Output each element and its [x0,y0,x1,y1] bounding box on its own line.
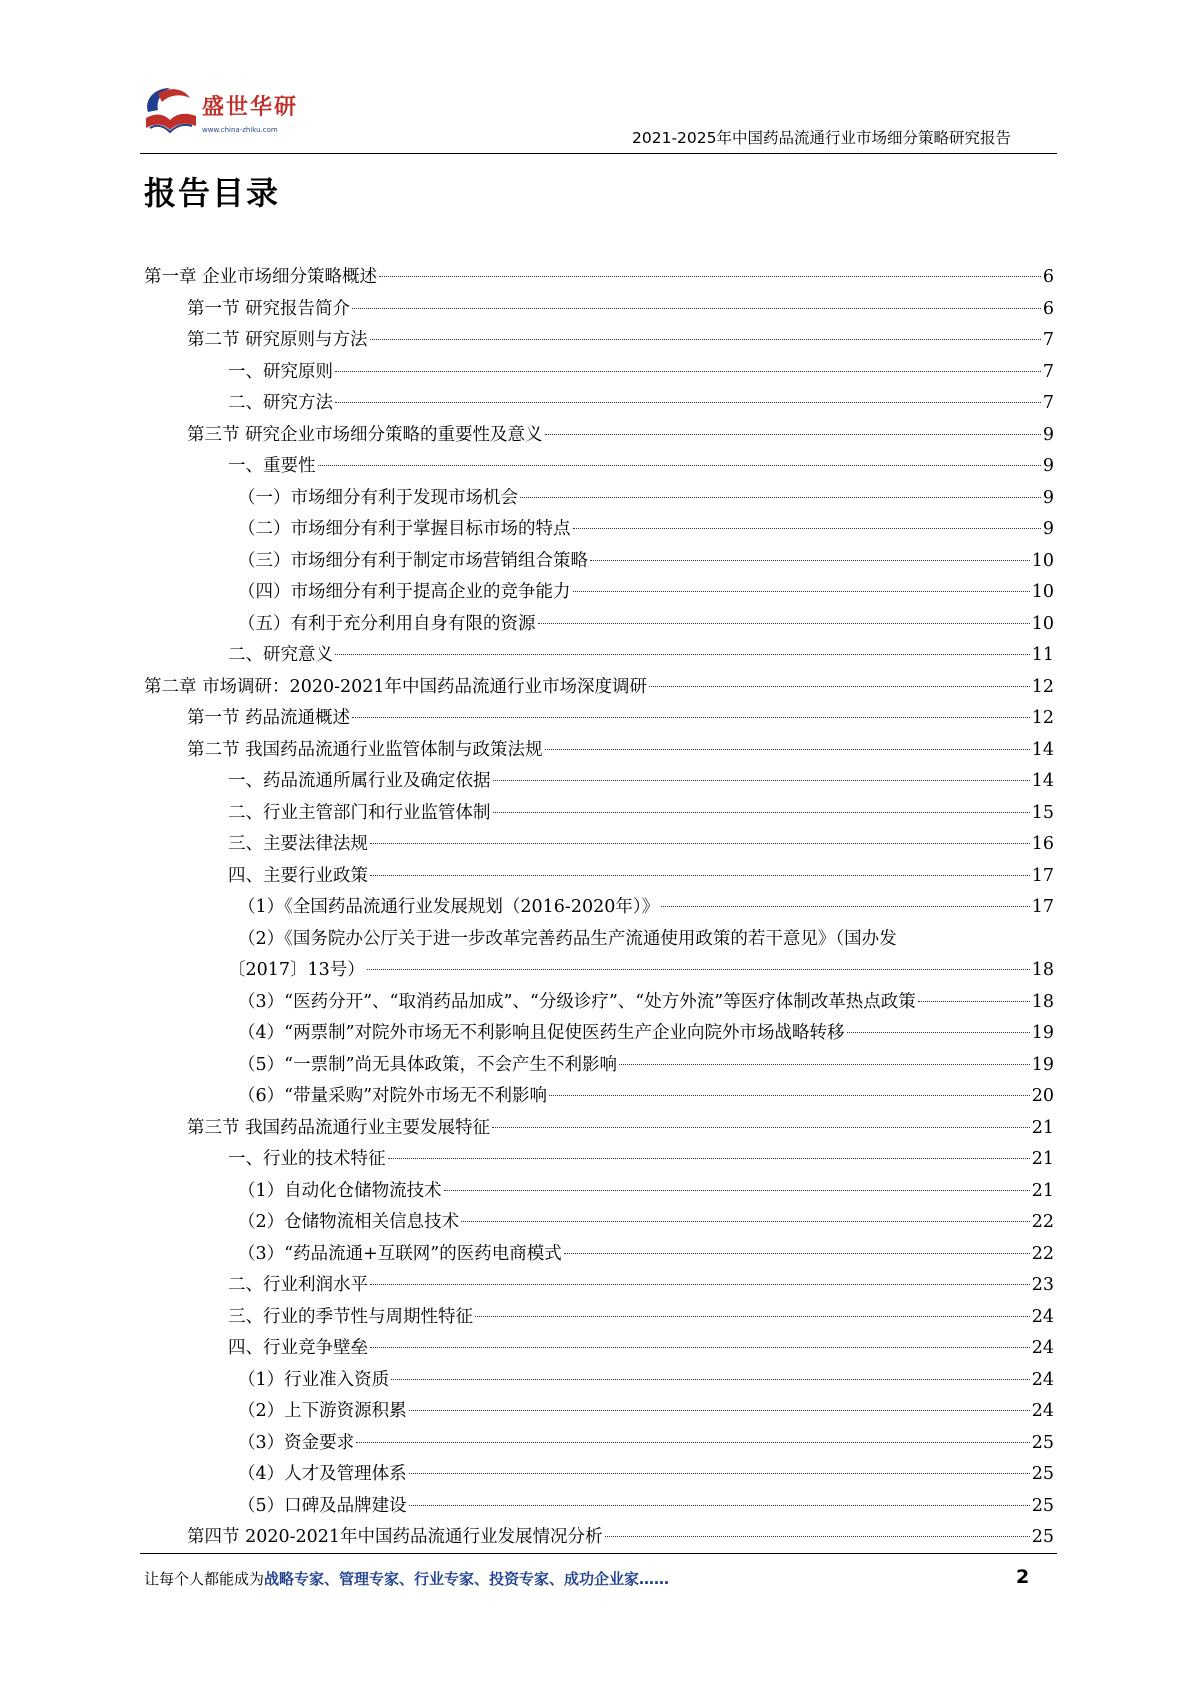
toc-page-number: 21 [1031,1180,1054,1201]
toc-page-number: 21 [1031,1149,1054,1169]
toc-page-number: 7 [1042,361,1054,382]
toc-page-number: 24 [1031,1306,1054,1327]
toc-leader-dots [391,1379,1030,1380]
toc-entry-text: 第二章 市场调研：2020-2021年中国药品流通行业市场深度调研 [144,676,648,697]
toc-entry[interactable] [144,987,1054,1019]
toc-leader-dots [493,812,1030,813]
toc-entry[interactable] [144,420,1054,452]
toc-page-number: 9 [1042,519,1054,539]
toc-entry[interactable] [144,892,1054,924]
toc-page-number: 25 [1031,1432,1054,1453]
toc-entry[interactable] [144,861,1054,893]
toc-leader-dots [370,1347,1030,1348]
toc-entry-text: 第三节 研究企业市场细分策略的重要性及意义 [187,424,543,445]
toc-leader-dots [564,1253,1030,1254]
toc-entry-text: （1）《全国药品流通行业发展规划（2016-2020年）》 [238,897,660,917]
header-divider [140,153,1057,154]
toc-leader-dots [649,686,1030,687]
company-logo [140,82,310,152]
toc-page-number: 18 [1031,991,1054,1012]
toc-page-number: 12 [1031,708,1054,728]
toc-page-number: 11 [1031,645,1054,665]
toc-leader-dots [388,1158,1030,1159]
page-title: 报告目录 [144,174,281,212]
toc-leader-dots [545,434,1041,435]
toc-page-number: 9 [1042,456,1054,476]
footer-slogan [144,1568,669,1589]
toc-leader-dots [318,465,1041,466]
toc-page-number: 7 [1042,393,1054,413]
toc-entry[interactable] [144,1459,1054,1491]
toc-entry[interactable] [144,1302,1054,1334]
toc-entry-text: （二）市场细分有利于掌握目标市场的特点 [238,519,571,539]
toc-leader-dots [335,654,1030,655]
toc-entry-text: （三）市场细分有利于制定市场营销组合策略 [238,550,588,571]
toc-page-number: 12 [1031,676,1054,697]
toc-leader-dots [461,1221,1030,1222]
toc-leader-dots [492,1127,1030,1128]
toc-entry[interactable] [144,1050,1054,1082]
toc-entry[interactable] [144,1396,1054,1428]
toc-entry[interactable] [144,1522,1054,1554]
toc-leader-dots [370,1284,1030,1285]
toc-entry[interactable] [144,1239,1054,1271]
footer-slogan-prefix: 让每个人都能成为 [144,1570,265,1588]
toc-leader-dots [409,1410,1030,1411]
toc-page-number: 6 [1042,267,1054,287]
toc-page-number: 24 [1031,1401,1054,1421]
toc-entry[interactable] [144,1270,1054,1302]
toc-entry-text: 第二节 我国药品流通行业监管体制与政策法规 [187,739,543,760]
toc-entry-text: 一、重要性 [228,456,316,476]
toc-entry-text: 一、研究原则 [228,361,333,382]
toc-entry-text: （2）《国务院办公厅关于进一步改革完善药品生产流通使用政策的若干意见》（国办发 [238,928,897,949]
toc-entry-text: （五）有利于充分利用自身有限的资源 [238,613,536,634]
toc-entry[interactable] [144,514,1054,546]
toc-entry[interactable] [144,735,1054,767]
toc-entry-text: （4）人才及管理体系 [238,1464,407,1484]
toc-entry-text: （3）资金要求 [238,1432,355,1453]
toc-entry-text: （3）“医药分开”、“取消药品加成”、“分级诊疗”、“处方外流”等医疗体制改革热点政策 [238,991,916,1012]
toc-entry-text: 三、行业的季节性与周期性特征 [228,1306,473,1327]
toc-page-number: 16 [1031,834,1054,854]
toc-leader-dots [538,623,1030,624]
toc-page-number: 19 [1031,1023,1054,1043]
toc-entry-text: 三、主要法律法规 [228,834,368,854]
toc-leader-dots [352,717,1030,718]
toc-entry-text: 第三节 我国药品流通行业主要发展特征 [187,1117,491,1138]
toc-page-number: 17 [1031,897,1054,917]
footer-divider [140,1553,1057,1554]
toc-entry[interactable] [144,1018,1054,1050]
toc-entry-text: （5）“一票制”尚无具体政策，不会产生不利影响 [238,1054,618,1075]
report-title: 2021-2025年中国药品流通行业市场细分策略研究报告 [632,129,1011,147]
toc-leader-dots [409,1473,1030,1474]
toc-entry[interactable] [144,1428,1054,1460]
toc-entry-text: （1）行业准入资质 [238,1369,390,1390]
toc-leader-dots [573,528,1041,529]
toc-entry[interactable] [144,325,1054,357]
toc-leader-dots [545,749,1030,750]
toc-leader-dots [520,497,1041,498]
toc-page-number: 10 [1031,550,1054,571]
toc-entry[interactable] [144,1491,1054,1523]
toc-entry-text: 四、主要行业政策 [228,865,368,886]
toc-entry-text: （6）“带量采购”对院外市场无不利影响 [238,1086,548,1106]
toc-leader-dots [370,875,1030,876]
toc-page-number: 15 [1031,802,1054,823]
toc-leader-dots [590,560,1030,561]
toc-leader-dots [619,1064,1030,1065]
toc-entry-text: （1）自动化仓储物流技术 [238,1180,442,1201]
toc-leader-dots [356,1442,1030,1443]
toc-entry-text: 第二节 研究原则与方法 [187,330,368,350]
toc-leader-dots [661,906,1030,907]
toc-page-number: 22 [1031,1212,1054,1232]
toc-leader-dots [847,1032,1030,1033]
toc-entry[interactable] [144,1113,1054,1145]
toc-page-number: 24 [1031,1338,1054,1358]
toc-entry[interactable] [144,829,1054,861]
toc-entry[interactable] [144,388,1054,420]
toc-leader-dots [335,402,1041,403]
toc-entry[interactable] [144,1144,1054,1176]
logo-url: www.china-zhiku.com [202,126,278,134]
toc-entry-continuation[interactable] [144,955,1054,987]
toc-leader-dots [475,1316,1030,1317]
toc-entry-text: （3）“药品流通+互联网”的医药电商模式 [238,1243,562,1264]
toc-entry-text: 〔2017〕13号） [228,960,365,980]
toc-leader-dots [379,276,1041,277]
toc-entry-text: 二、研究方法 [228,393,333,413]
toc-entry-text: 一、行业的技术特征 [228,1149,386,1169]
toc-leader-dots [409,1505,1030,1506]
toc-entry-text: 第一节 药品流通概述 [187,708,351,728]
toc-entry-text: 第一章 企业市场细分策略概述 [144,267,378,287]
toc-entry[interactable] [144,483,1054,515]
toc-entry[interactable] [144,1176,1054,1208]
toc-leader-dots [367,969,1030,970]
toc-leader-dots [370,339,1041,340]
toc-entry[interactable] [144,357,1054,389]
toc-entry-text: （2）上下游资源积累 [238,1401,407,1421]
toc-leader-dots [549,1095,1030,1096]
toc-entry-text: 第四节 2020-2021年中国药品流通行业发展情况分析 [187,1527,603,1547]
toc-entry[interactable] [144,1333,1054,1365]
toc-leader-dots [352,308,1041,309]
toc-page-number: 9 [1042,424,1054,445]
logo-emblem-icon [140,82,202,138]
toc-page-number: 14 [1031,739,1054,760]
toc-entry[interactable] [144,262,1054,294]
table-of-contents [144,262,1054,1554]
toc-entry-text: 第一节 研究报告简介 [187,298,351,319]
toc-entry-text: 二、行业利润水平 [228,1275,368,1295]
toc-page-number: 18 [1031,960,1054,980]
toc-page-number: 22 [1031,1243,1054,1264]
toc-page-number: 21 [1031,1117,1054,1138]
toc-entry-text: （5）口碑及品牌建设 [238,1495,407,1516]
logo-text: 盛世华研 [202,95,299,120]
toc-page-number: 17 [1031,865,1054,886]
toc-entry-text: 一、药品流通所属行业及确定依据 [228,771,491,791]
toc-entry[interactable] [144,577,1054,609]
toc-entry[interactable] [144,672,1054,704]
toc-page-number: 9 [1042,487,1054,508]
toc-page-number: 6 [1042,298,1054,319]
toc-entry[interactable] [144,640,1054,672]
toc-page-number: 20 [1031,1086,1054,1106]
toc-entry[interactable] [144,1081,1054,1113]
toc-page-number: 19 [1031,1054,1054,1075]
toc-page-number: 14 [1031,771,1054,791]
toc-entry[interactable] [144,294,1054,326]
toc-entry-text: （四）市场细分有利于提高企业的竞争能力 [238,582,571,602]
toc-page-number: 24 [1031,1369,1054,1390]
toc-leader-dots [493,780,1030,781]
toc-entry-text: （2）仓储物流相关信息技术 [238,1212,460,1232]
toc-page-number: 25 [1031,1464,1054,1484]
toc-entry-text: （一）市场细分有利于发现市场机会 [238,487,518,508]
toc-leader-dots [444,1190,1030,1191]
toc-entry[interactable] [144,703,1054,735]
toc-page-number: 7 [1042,330,1054,350]
toc-entry-text: 四、行业竞争壁垒 [228,1338,368,1358]
page-number: 2 [1016,1566,1030,1588]
toc-page-number: 10 [1031,613,1054,634]
toc-entry[interactable] [144,609,1054,641]
toc-leader-dots [605,1536,1030,1537]
toc-entry[interactable] [144,798,1054,830]
toc-page-number: 23 [1031,1275,1054,1295]
toc-entry-text: 二、研究意义 [228,645,333,665]
toc-entry[interactable] [144,766,1054,798]
toc-page-number: 25 [1031,1495,1054,1516]
toc-entry[interactable] [144,1207,1054,1239]
footer-slogan-accent: 战略专家、管理专家、行业专家、投资专家、成功企业家…… [264,1570,670,1588]
toc-entry[interactable] [144,451,1054,483]
toc-entry[interactable] [144,1365,1054,1397]
toc-leader-dots [370,843,1030,844]
page-header [0,0,1191,160]
toc-page-number: 25 [1031,1527,1054,1547]
toc-entry[interactable] [144,924,1054,956]
toc-leader-dots [573,591,1030,592]
toc-entry-text: （4）“两票制”对院外市场无不利影响且促使医药生产企业向院外市场战略转移 [238,1023,845,1043]
toc-entry-text: 二、行业主管部门和行业监管体制 [228,802,491,823]
toc-page-number: 10 [1031,582,1054,602]
toc-leader-dots [918,1001,1030,1002]
toc-leader-dots [335,371,1041,372]
toc-entry[interactable] [144,546,1054,578]
